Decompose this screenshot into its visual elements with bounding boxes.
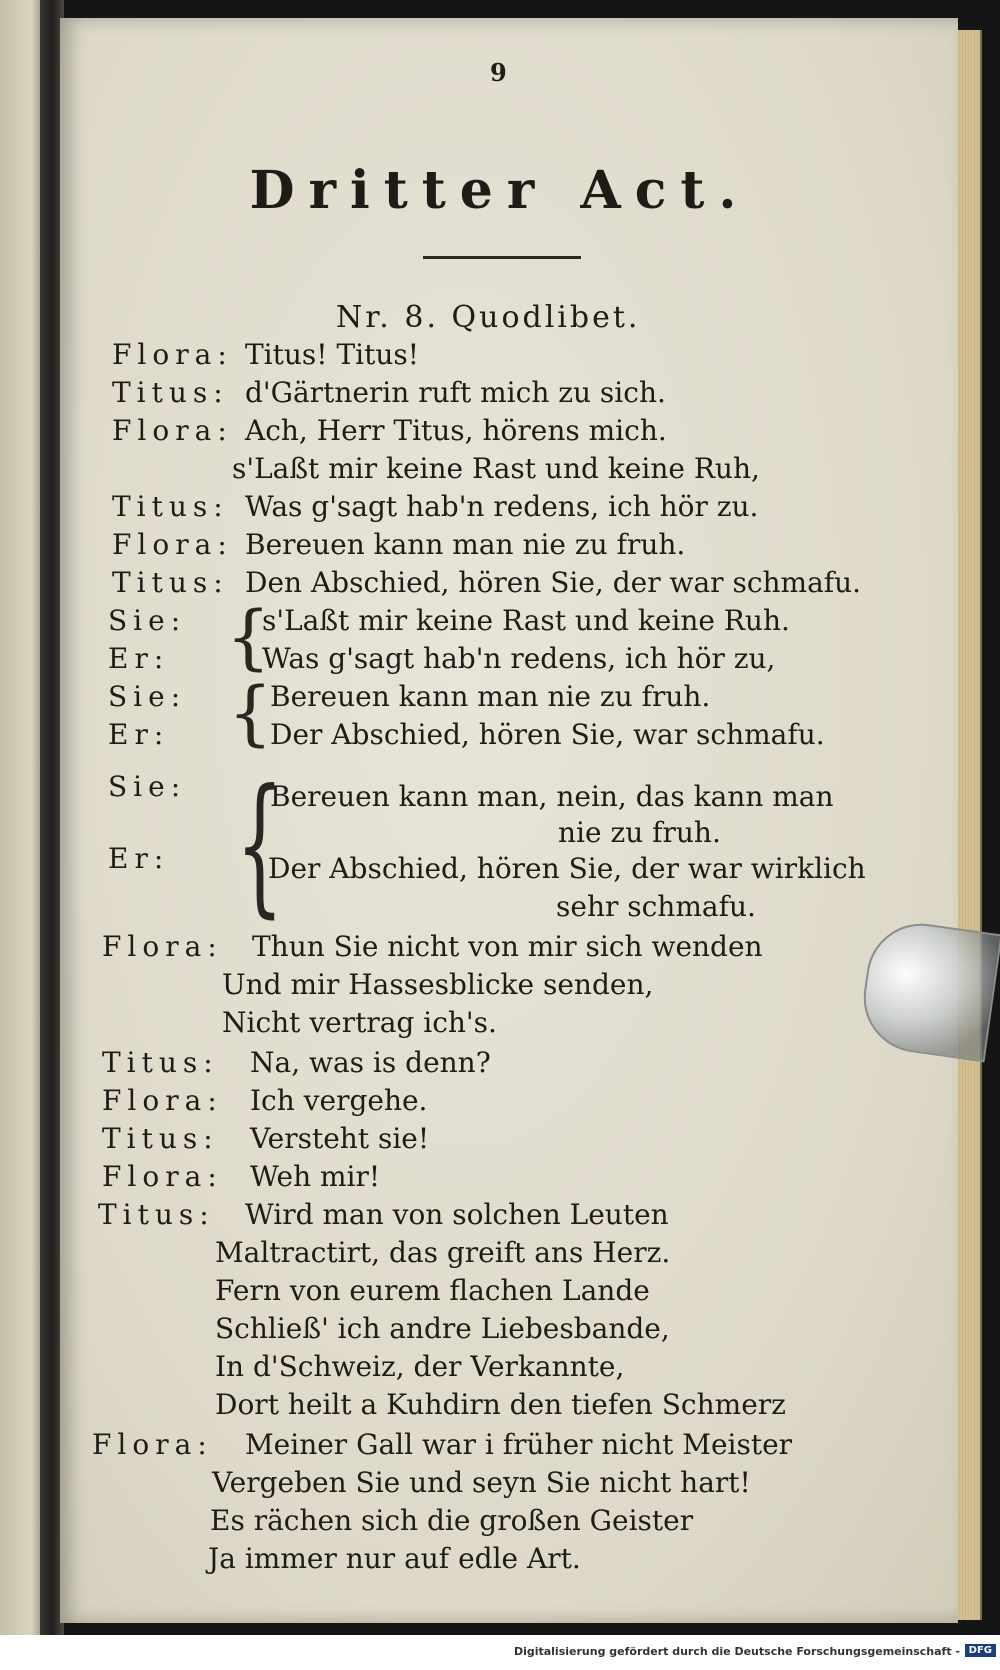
dialogue-line: In d'Schweiz, der Verkannte, (215, 1350, 625, 1383)
dialogue-line: Den Abschied, hören Sie, der war schmafu. (245, 566, 862, 599)
dialogue-line: Es rächen sich die großen Geister (210, 1504, 694, 1537)
dialogue-line: Bereuen kann man nie zu fruh. (270, 680, 711, 713)
speaker-label: Er: (108, 642, 170, 675)
speaker-label: Titus: (112, 566, 229, 599)
speaker-label: Flora: (102, 930, 223, 963)
speaker-label: Er: (108, 718, 170, 751)
speaker-label: Flora: (112, 414, 233, 447)
dialogue-line: Fern von eurem flachen Lande (215, 1274, 650, 1307)
page-number: 9 (490, 58, 507, 87)
dialogue-line: Thun Sie nicht von mir sich wenden (252, 930, 763, 963)
dialogue-line: Titus! Titus! (245, 338, 419, 371)
dfg-logo: DFG (965, 1644, 996, 1657)
speaker-label: Sie: (108, 604, 187, 637)
dialogue-line: Maltractirt, das greift ans Herz. (215, 1236, 671, 1269)
title-rule (423, 256, 581, 259)
dialogue-line: Ja immer nur auf edle Art. (208, 1542, 581, 1575)
speaker-label: Sie: (108, 770, 187, 803)
dialogue-line: Na, was is denn? (250, 1046, 491, 1079)
dialogue-line: Versteht sie! (250, 1122, 430, 1155)
dialogue-line: Und mir Hassesblicke senden, (222, 968, 654, 1001)
dialogue-line: Meiner Gall war i früher nicht Meister (245, 1428, 793, 1461)
dialogue-line: Vergeben Sie und seyn Sie nicht hart! (212, 1466, 751, 1499)
speaker-label: Er: (108, 842, 170, 875)
speaker-label: Flora: (92, 1428, 213, 1461)
brace: { (226, 596, 271, 678)
dialogue-line: s'Laßt mir keine Rast und keine Ruh. (262, 604, 790, 637)
dialogue-line: Der Abschied, hören Sie, der war wirklich (268, 852, 866, 885)
footer-credit: Digitalisierung gefördert durch die Deutsche Forschungsgemeinschaft - (513, 1645, 960, 1658)
dialogue-line: Was g'sagt hab'n redens, ich hör zu. (245, 490, 759, 523)
speaker-label: Flora: (102, 1084, 223, 1117)
speaker-label: Titus: (102, 1046, 219, 1079)
dialogue-line: s'Laßt mir keine Rast und keine Ruh, (232, 452, 760, 485)
dialogue-line: Bereuen kann man nie zu fruh. (245, 528, 686, 561)
speaker-label: Titus: (112, 490, 229, 523)
brace: { (235, 758, 284, 932)
dialogue-line: Dort heilt a Kuhdirn den tiefen Schmerz (215, 1388, 786, 1421)
dialogue-line: Was g'sagt hab'n redens, ich hör zu, (262, 642, 776, 675)
dialogue-line: d'Gärtnerin ruft mich zu sich. (245, 376, 666, 409)
dialogue-line: Der Abschied, hören Sie, war schmafu. (270, 718, 825, 751)
dialogue-line: Weh mir! (250, 1160, 381, 1193)
speaker-label: Flora: (102, 1160, 223, 1193)
dialogue-line: Wird man von solchen Leuten (245, 1198, 669, 1231)
brace: { (228, 672, 273, 754)
dialogue-line: Ach, Herr Titus, hörens mich. (245, 414, 667, 447)
section-heading: Nr. 8. Quodlibet. (336, 300, 641, 335)
dialogue-line: nie zu fruh. (558, 816, 721, 849)
dialogue-line: Schließ' ich andre Liebesbande, (215, 1312, 670, 1345)
dialogue-line: sehr schmafu. (556, 890, 756, 923)
speaker-label: Sie: (108, 680, 187, 713)
dialogue-line: Ich vergehe. (250, 1084, 428, 1117)
speaker-label: Titus: (102, 1122, 219, 1155)
dialogue-line: Bereuen kann man, nein, das kann man (270, 780, 834, 813)
speaker-label: Titus: (98, 1198, 215, 1231)
speaker-label: Flora: (112, 528, 233, 561)
speaker-label: Flora: (112, 338, 233, 371)
page-edges (958, 30, 982, 1620)
dialogue-line: Nicht vertrag ich's. (222, 1006, 497, 1039)
speaker-label: Titus: (112, 376, 229, 409)
act-title: Dritter Act. (249, 160, 751, 221)
